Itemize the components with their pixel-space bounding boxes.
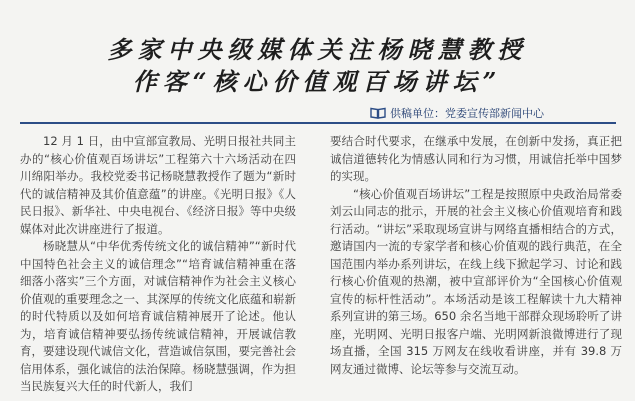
article-title-line-1: 多家中央级媒体关注杨晓慧教授 xyxy=(107,35,528,64)
body-paragraph: 12 月 1 日，由中宣部宣教局、光明日报社共同主办的“核心价值观百场讲坛”工程第六十六场活动在四川绵阳举办。我校党委书记杨晓慧教授作了题为“新时代的诚信精神及其价值意蕴”的讲座。《光明日报》《人民日报》、新华社、中央电视台、《经济日报》等中央级媒体对此次讲座进行了报道。 xyxy=(20,134,296,236)
left-column xyxy=(20,133,296,396)
body-paragraph: 杨晓慧从“中华优秀传统文化的诚信精神”“新时代中国特色社会主义的诚信理念”“培育诚信精神重在落细落小落实”三个方面，对诚信精神作为社会主义核心价值观的重要理念之一、其深厚的传统文化底蕴和崭新的时代特质以及如何培育诚信精神展开了论述。他认为，培育诚信精神要弘扬传统诚信精神，开展诚信教育，要建设现代诚信文化，营造诚信氛围，要完善社会信用体系，强化诚信的法治保障。杨晓慧强调，作为担当民族复兴大任的时代新人，我们 xyxy=(20,239,296,393)
book-icon xyxy=(370,107,386,119)
article-title-line-2: 作客“核心价值观百场讲坛” xyxy=(132,67,503,96)
body-paragraph-continuation: 要结合时代要求，在继承中发展，在创新中发扬，真正把诚信道德转化为情感认同和行为习惯，用诚信托举中国梦的实现。 xyxy=(330,134,622,183)
source-label: 供稿单位：党委宣传部新闻中心 xyxy=(390,107,544,120)
header-divider xyxy=(20,122,616,124)
right-column xyxy=(330,133,622,378)
source-credit xyxy=(370,105,544,121)
body-paragraph: “核心价值观百场讲坛”工程是按照原中央政治局常委刘云山同志的批示，开展的社会主义核心价值观培育和践行活动。“讲坛”采取现场宣讲与网络直播相结合的方式，邀请国内一流的专家学者和核心价值观的践行典范，在全国范围内举办系列讲坛，在线上线下掀起学习、讨论和践行核心价值观的热潮，被中宣部评价为“全国核心价值观宣传的标杆性活动”。本场活动是该工程解读十九大精神系列宣讲的第三场。650 余名当地干部群众现场聆听了讲座，光明网、光明日报客户端、光明网新浪微博进行了现场直播，全国 315 万网友在线收看讲座，并有 39.8 万网友通过微博、论坛等参与交流互动。 xyxy=(330,186,622,376)
